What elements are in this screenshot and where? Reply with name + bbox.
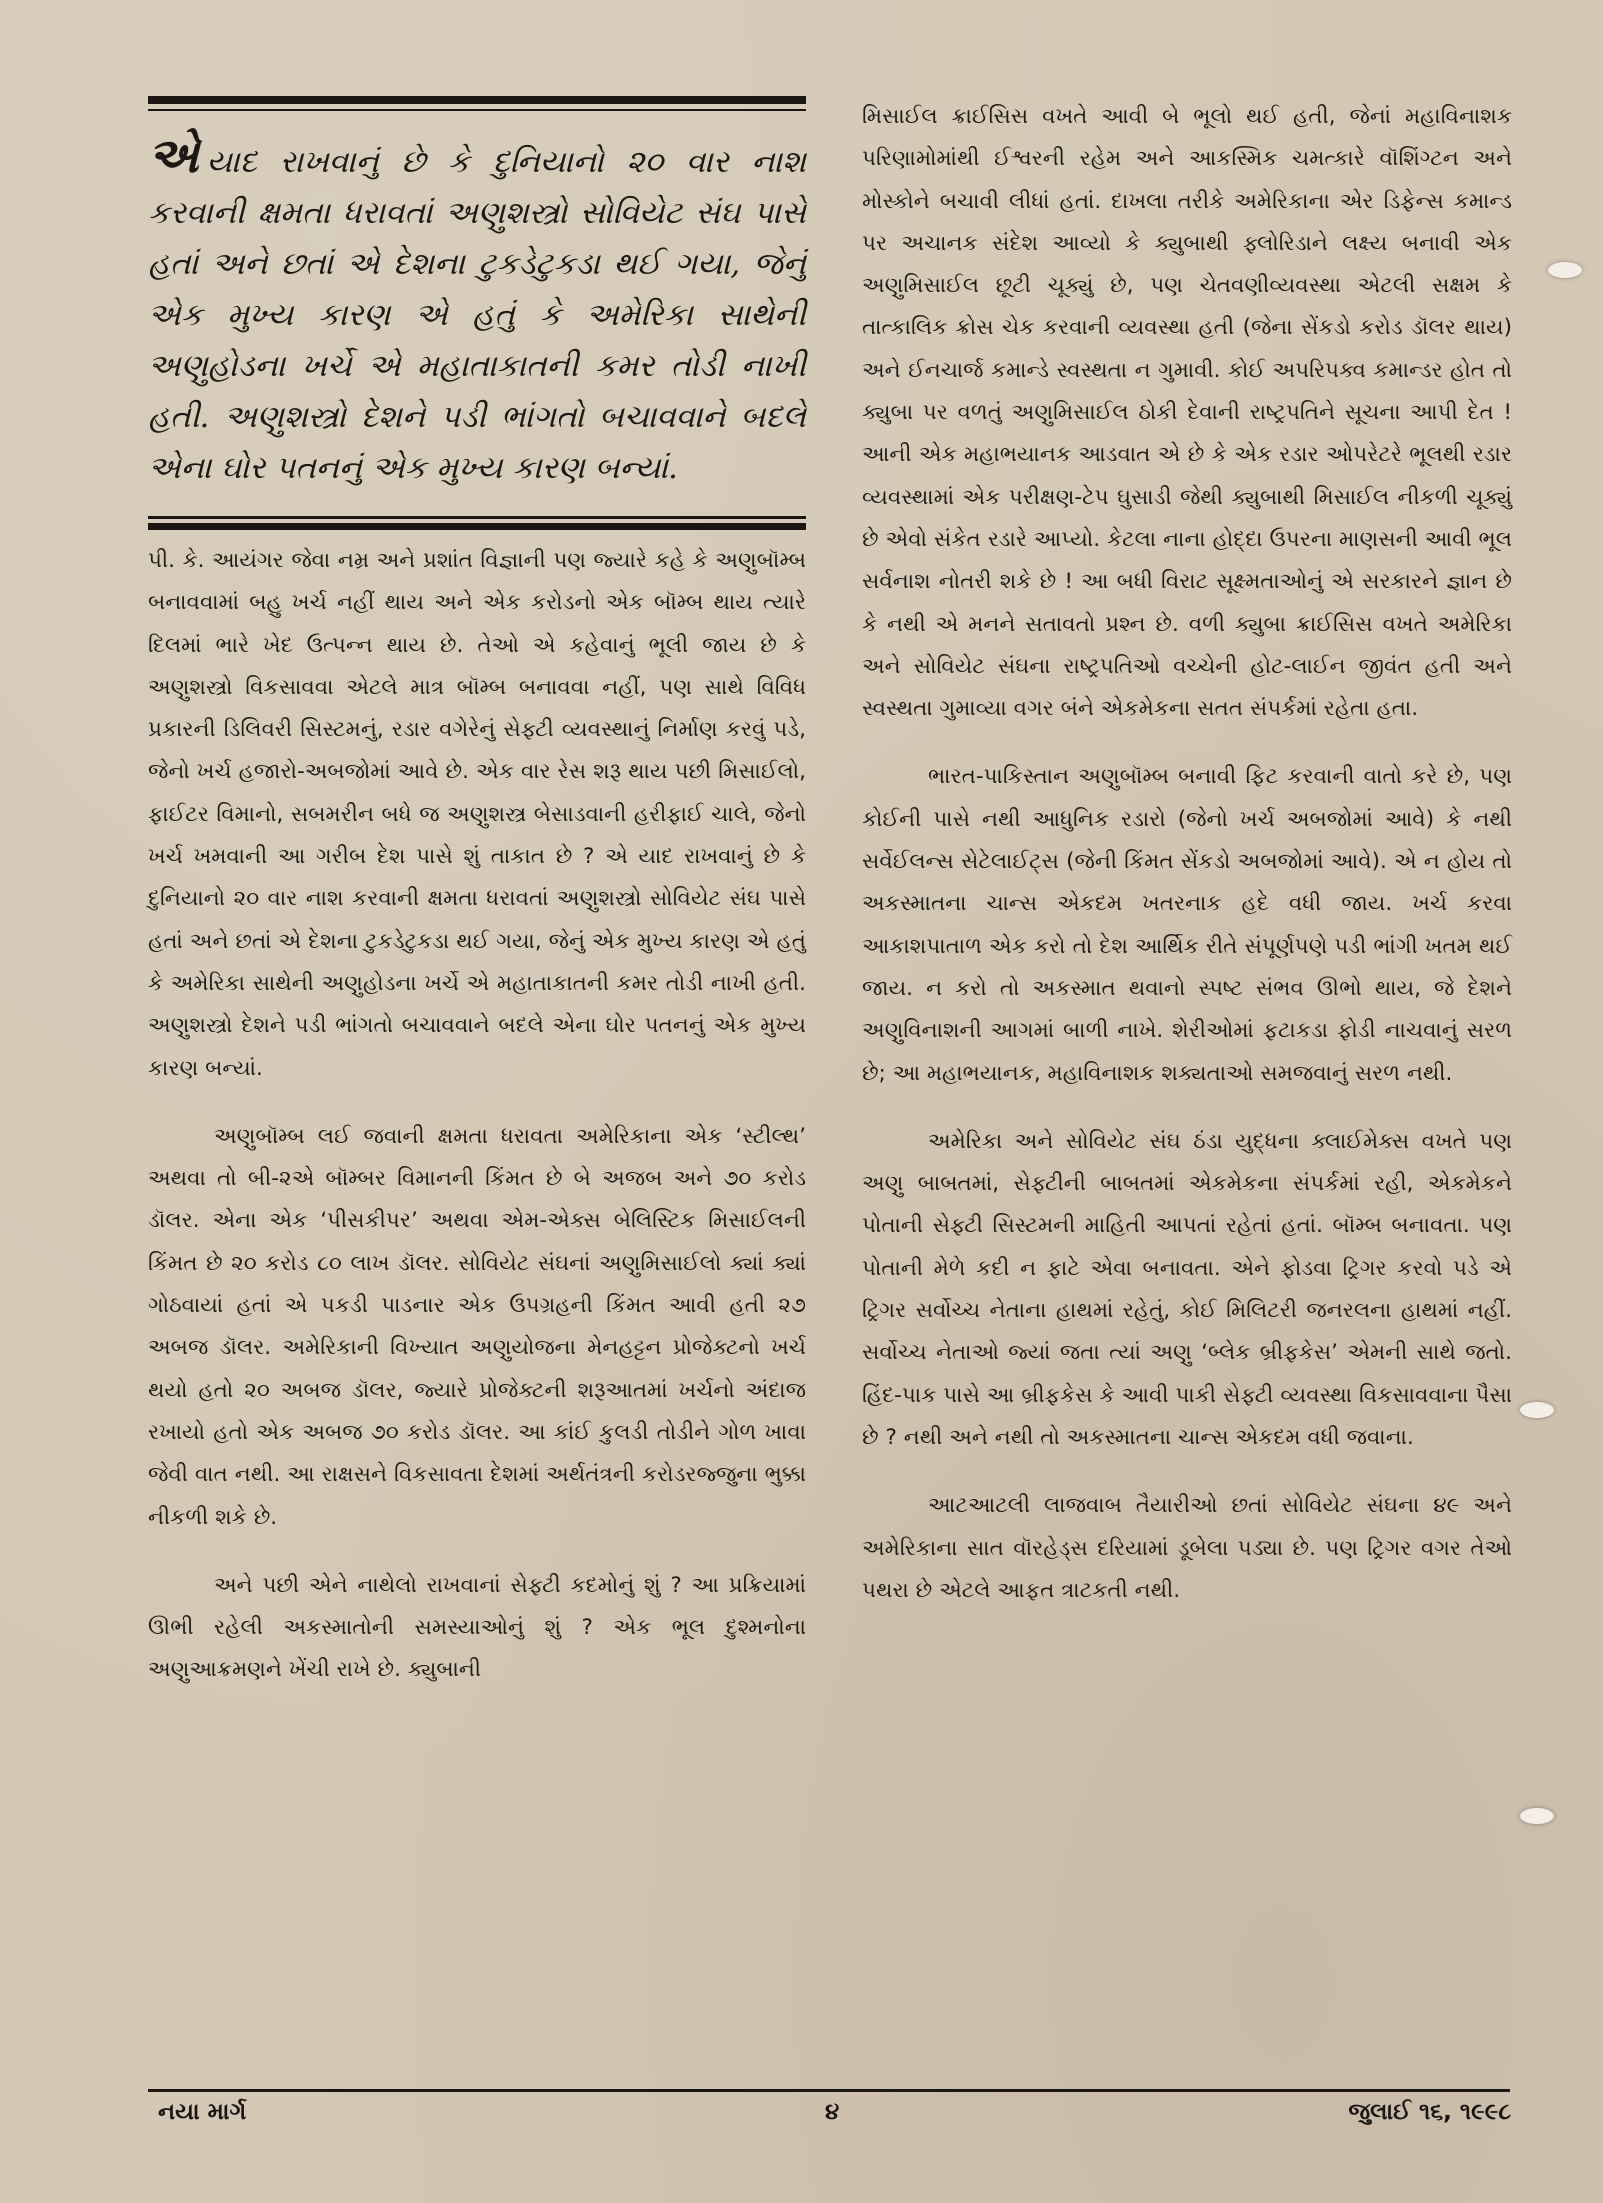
body-paragraph: પી. કે. આયંગર જેવા નમ્ર અને પ્રશાંત વિજ્ઞાની પણ જ્યારે કહે કે અણુબૉમ્બ બનાવવામાં બહુ ખર્ચ નહીં થાય અને એક કરોડનો એક બૉમ્બ થાય ત્યારે દિલમાં ભારે ખેદ ઉત્પન્ન થાય છે. તેઓ એ કહેવાનું ભૂલી જાય છે કે અણુશસ્ત્રો વિકસાવવા એટલે માત્ર બૉમ્બ બનાવવા નહીં, પણ સાથે વિવિધ પ્રકારની ડિલિવરી સિસ્ટમનું, રડાર વગેરેનું સેફ્ટી વ્યવસ્થાનું નિર્માણ કરવું પડે, જેનો ખર્ચ હજારો-અબજોમાં આવે છે. એક વાર રેસ શરૂ થાય પછી મિસાઈલો, ફાઈટર વિમાનો, સબમરીન બધે જ અણુશસ્ત્ર બેસાડવાની હરીફાઈ ચાલે, જેનો ખર્ચ ખમવાની આ ગરીબ દેશ પાસે શું તાકાત છે ? એ યાદ રાખવાનું છે કે દુનિયાનો ૨૦ વાર નાશ કરવાની ક્ષમતા ધરાવતાં અણુશસ્ત્રો સોવિયેટ સંઘ પાસે હતાં અને છતાં એ દેશના ટુકડેટુકડા થઈ ગયા, જેનું એક મુખ્ય કારણ એ હતું કે અમેરિકા સાથેની અણુહોડના ખર્ચે એ મહાતાકાતની કમર તોડી નાખી હતી. અણુશસ્ત્રો દેશને પડી ભાંગતો બચાવવાને બદલે એના ઘોર પતનનું એક મુખ્ય કારણ બન્યાં. [148,548,806,1081]
footer-publication: નયા માર્ગ [158,2099,247,2125]
pull-quote [148,128,806,494]
footer-page-number: ૪ [825,2099,840,2125]
left-column [148,96,806,1692]
body-paragraph: મિસાઈલ ક્રાઈસિસ વખતે આવી બે ભૂલો થઈ હતી, જેનાં મહાવિનાશક પરિણામોમાંથી ઈશ્વરની રહેમ અને આકસ્મિક ચમત્કારે વૉશિંગ્ટન અને મોસ્કોને બચાવી લીધાં હતાં. દાખલા તરીકે અમેરિકાના એર ડિફેન્સ કમાન્ડ પર અચાનક સંદેશ આવ્યો કે ક્યુબાથી ફ્લોરિડાને લક્ષ્ય બનાવી એક અણુમિસાઈલ છૂટી ચૂક્યું છે, પણ ચેતવણીવ્યવસ્થા એટલી સક્ષમ કે તાત્કાલિક ક્રોસ ચેક કરવાની વ્યવસ્થા હતી (જેના સેંકડો કરોડ ડૉલર થાય) અને ઈનચાર્જ કમાન્ડે સ્વસ્થતા ન ગુમાવી. કોઈ અપરિપક્વ કમાન્ડર હોત તો ક્યુબા પર વળતું અણુમિસાઈલ ઠોકી દેવાની રાષ્ટ્રપતિને સૂચના આપી દેત ! આની એક મહાભયાનક આડવાત એ છે કે એક રડાર ઓપરેટરે ભૂલથી રડાર વ્યવસ્થામાં એક પરીક્ષણ-ટેપ ઘુસાડી જેથી ક્યુબાથી મિસાઈલ નીકળી ચૂક્યું છે એવો સંકેત રડારે આપ્યો. કેટલા નાના હોદ્દા ઉપરના માણસની આવી ભૂલ સર્વનાશ નોતરી શકે છે ! આ બધી વિરાટ સૂક્ષ્મતાઓનું એ સરકારને જ્ઞાન છે કે નથી એ મનને સતાવતો પ્રશ્ન છે. વળી ક્યુબા ક્રાઈસિસ વખતે અમેરિકા અને સોવિયેટ સંઘના રાષ્ટ્રપતિઓ વચ્ચેની હોટ-લાઈન જીવંત હતી અને સ્વસ્થતા ગુમાવ્યા વગર બંને એકમેકના સતત સંપર્કમાં રહેતા હતા. [862,104,1512,722]
body-paragraph: અને પછી એને નાથેલો રાખવાનાં સેફ્ટી કદમોનું શું ? આ પ્રક્રિયામાં ઊભી રહેલી અકસ્માતોની સમસ્યાઓનું શું ? એક ભૂલ દુશ્મનોના અણુઆક્રમણને ખેંચી રાખે છે. ક્યુબાની [148,1572,806,1683]
footer-rule [148,2089,1510,2092]
paper-hole [1520,1402,1554,1418]
pull-quote-bottom-rules [148,516,806,530]
pull-quote-dropcap: એ [148,128,199,184]
right-column [862,96,1512,1612]
top-rule-thin [148,109,806,111]
body-paragraph: અણુબૉમ્બ લઈ જવાની ક્ષમતા ધરાવતા અમેરિકાના એક ‘સ્ટીલ્થ’ અથવા તો બી-૨એ બૉમ્બર વિમાનની કિંમત છે બે અજબ અને ૭૦ કરોડ ડૉલર. એના એક ‘પીસકીપર’ અથવા એમ-એક્સ બેલિસ્ટિક મિસાઈલની કિંમત છે ૨૦ કરોડ ૮૦ લાખ ડૉલર. સોવિયેટ સંઘનાં અણુમિસાઈલો ક્યાં ક્યાં ગોઠવાયાં હતાં એ પકડી પાડનાર એક ઉપગ્રહની કિંમત આવી હતી ૨૭ અબજ ડૉલર. અમેરિકાની વિખ્યાત અણુયોજના મેનહટ્ટન પ્રોજેક્ટનો ખર્ચ થયો હતો ૨૦ અબજ ડૉલર, જ્યારે પ્રોજેક્ટની શરૂઆતમાં ખર્ચનો અંદાજ રખાયો હતો એક અબજ ૭૦ કરોડ ડૉલર. આ કાંઈ કુલડી તોડીને ગોળ ખાવા જેવી વાત નથી. આ રાક્ષસને વિકસાવતા દેશમાં અર્થતંત્રની કરોડરજ્જુના ભુક્કા નીકળી શકે છે. [148,1123,806,1530]
paper-hole [1548,262,1582,278]
paper-hole [1520,1808,1554,1824]
top-rule [148,96,806,104]
pull-quote-text: યાદ રાખવાનું છે કે દુનિયાનો ૨૦ વાર નાશ કરવાની ક્ષમતા ધરાવતાં અણુશસ્ત્રો સોવિયેટ સંઘ પાસે હતાં અને છતાં એ દેશના ટુકડેટુકડા થઈ ગયા, જેનું એક મુખ્ય કારણ એ હતું કે અમેરિકા સાથેની અણુહોડના ખર્ચે એ મહાતાકાતની કમર તોડી નાખી હતી. અણુશસ્ત્રો દેશને પડી ભાંગતો બચાવવાને બદલે એના ઘોર પતનનું એક મુખ્ય કારણ બન્યાં. [148,144,806,486]
pull-quote-rule-thin [148,516,806,519]
body-paragraph: ભારત-પાકિસ્તાન અણુબૉમ્બ બનાવી ફિટ કરવાની વાતો કરે છે, પણ કોઈની પાસે નથી આધુનિક રડારો (જેનો ખર્ચ અબજોમાં આવે) કે નથી સર્વેઈલન્સ સેટેલાઈટ્સ (જેની કિંમત સેંકડો અબજોમાં આવે). એ ન હોય તો અકસ્માતના ચાન્સ એકદમ ખતરનાક હદે વધી જાય. ખર્ચ કરવા આકાશપાતાળ એક કરો તો દેશ આર્થિક રીતે સંપૂર્ણપણે પડી ભાંગી ખતમ થઈ જાય. ન કરો તો અકસ્માત થવાનો સ્પષ્ટ સંભવ ઊભો થાય, જે દેશને અણુવિનાશની આગમાં બાળી નાખે. શેરીઓમાં ફટાકડા ફોડી નાચવાનું સરળ છે; આ મહાભયાનક, મહાવિનાશક શક્યતાઓ સમજવાનું સરળ નથી. [862,764,1512,1086]
pull-quote-rule-thick [148,523,806,530]
footer-date: જુલાઈ ૧૬, ૧૯૯૮ [1348,2099,1511,2125]
body-paragraph: અમેરિકા અને સોવિયેટ સંઘ ઠંડા યુદ્ધના ક્લાઈમેક્સ વખતે પણ અણુ બાબતમાં, સેફ્ટીની બાબતમાં એકમેકના સંપર્કમાં રહી, એકમેકને પોતાની સેફ્ટી સિસ્ટમની માહિતી આપતાં રહેતાં હતાં. બૉમ્બ બનાવતા. પણ પોતાની મેળે કદી ન ફાટે એવા બનાવતા. એને ફોડવા ટ્રિગર કરવો પડે એ ટ્રિગર સર્વોચ્ચ નેતાના હાથમાં રહેતું, કોઈ મિલિટરી જનરલના હાથમાં નહીં. સર્વોચ્ચ નેતાઓ જ્યાં જતા ત્યાં અણુ ‘બ્લેક બ્રીફકેસ’ એમની સાથે જતો. હિંદ-પાક પાસે આ બ્રીફકેસ કે આવી પાકી સેફ્ટી વ્યવસ્થા વિકસાવવાના પૈસા છે ? નથી અને નથી તો અકસ્માતના ચાન્સ એકદમ વધી જવાના. [862,1128,1512,1450]
body-paragraph: આટઆટલી લાજવાબ તૈયારીઓ છતાં સોવિયેટ સંઘના ૪૯ અને અમેરિકાના સાત વૉરહેડ્સ દરિયામાં ડૂબેલા પડ્યા છે. પણ ટ્રિગર વગર તેઓ પથરા છે એટલે આફત ત્રાટકતી નથી. [862,1493,1512,1603]
